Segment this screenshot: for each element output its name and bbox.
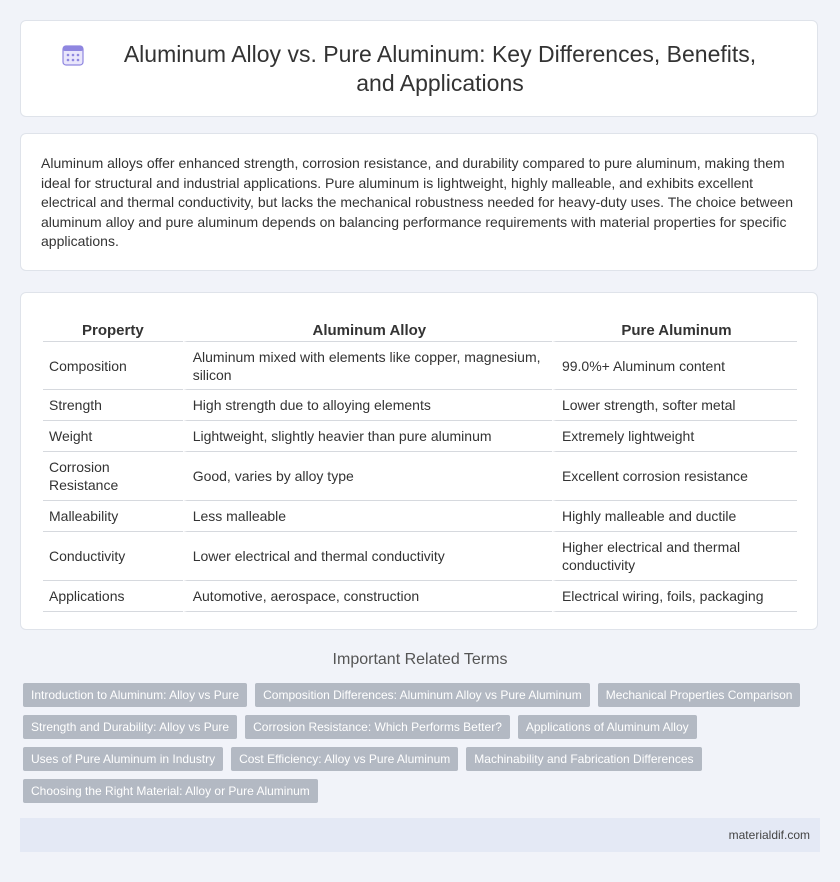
table-row [43,581,797,612]
column-header-property: Property [43,307,183,342]
related-term-tag[interactable]: Composition Differences: Aluminum Alloy vs Pure Aluminum [255,683,590,707]
table-cell: Conductivity [43,532,183,581]
intro-card [20,133,818,271]
table-row [43,501,797,532]
related-term-tag[interactable]: Uses of Pure Aluminum in Industry [23,747,223,771]
table-cell: Weight [43,421,183,452]
related-term-tag[interactable]: Cost Efficiency: Alloy vs Pure Aluminum [231,747,458,771]
intro-paragraph: Aluminum alloys offer enhanced strength, corrosion resistance, and durability compared to pure aluminum, making them ideal for structural and industrial applications. Pure aluminum is lightweight, highly malleable, and exhibits excellent electrical and thermal conductivity, but lacks the mechanical robustness needed for heavy-duty uses. The choice between aluminum alloy and pure aluminum depends on balancing performance requirements with material properties for specific applications. [41,155,794,249]
table-cell: Less malleable [183,501,552,532]
table-cell: Lightweight, slightly heavier than pure aluminum [183,421,552,452]
table-cell: Electrical wiring, foils, packaging [552,581,797,612]
table-row [43,342,797,390]
related-term-tag[interactable]: Introduction to Aluminum: Alloy vs Pure [23,683,247,707]
related-terms-title: Important Related Terms [332,651,508,668]
table-cell: Applications [43,581,183,612]
table-cell: High strength due to alloying elements [183,390,552,421]
table-row [43,421,797,452]
table-cell: Lower strength, softer metal [552,390,797,421]
related-term-tag[interactable]: Corrosion Resistance: Which Performs Better? [245,715,510,739]
table-cell: Highly malleable and ductile [552,501,797,532]
table-cell: Composition [43,342,183,390]
comparison-table [43,307,797,612]
table-row [43,390,797,421]
table-cell: Excellent corrosion resistance [552,452,797,501]
comparison-table-card [20,292,818,630]
table-cell: Strength [43,390,183,421]
column-header-aluminum-alloy: Aluminum Alloy [183,307,552,342]
table-cell: Extremely lightweight [552,421,797,452]
table-cell: Higher electrical and thermal conductivity [552,532,797,581]
header-card [20,20,818,117]
table-row [43,532,797,581]
footer [20,818,820,852]
table-cell: Good, varies by alloy type [183,452,552,501]
related-term-tag[interactable]: Machinability and Fabrication Differences [466,747,701,771]
table-cell: 99.0%+ Aluminum content [552,342,797,390]
page-title: Aluminum Alloy vs. Pure Aluminum: Key Differences, Benefits, and Applications [123,40,757,96]
related-term-tag[interactable]: Choosing the Right Material: Alloy or Pure Aluminum [23,779,318,803]
column-header-pure-aluminum: Pure Aluminum [552,307,797,342]
related-term-tag[interactable]: Strength and Durability: Alloy vs Pure [23,715,237,739]
related-term-tag[interactable]: Applications of Aluminum Alloy [518,715,697,739]
table-row [43,452,797,501]
footer-site-link[interactable]: materialdif.com [728,828,810,842]
table-cell: Malleability [43,501,183,532]
table-cell: Lower electrical and thermal conductivity [183,532,552,581]
title-wrap [61,40,777,98]
related-terms-list [23,683,823,803]
table-cell: Corrosion Resistance [43,452,183,501]
table-cell: Aluminum mixed with elements like copper, magnesium, silicon [183,342,552,390]
calendar-icon [61,43,85,67]
table-header-row [43,307,797,342]
related-term-tag[interactable]: Mechanical Properties Comparison [598,683,801,707]
table-cell: Automotive, aerospace, construction [183,581,552,612]
